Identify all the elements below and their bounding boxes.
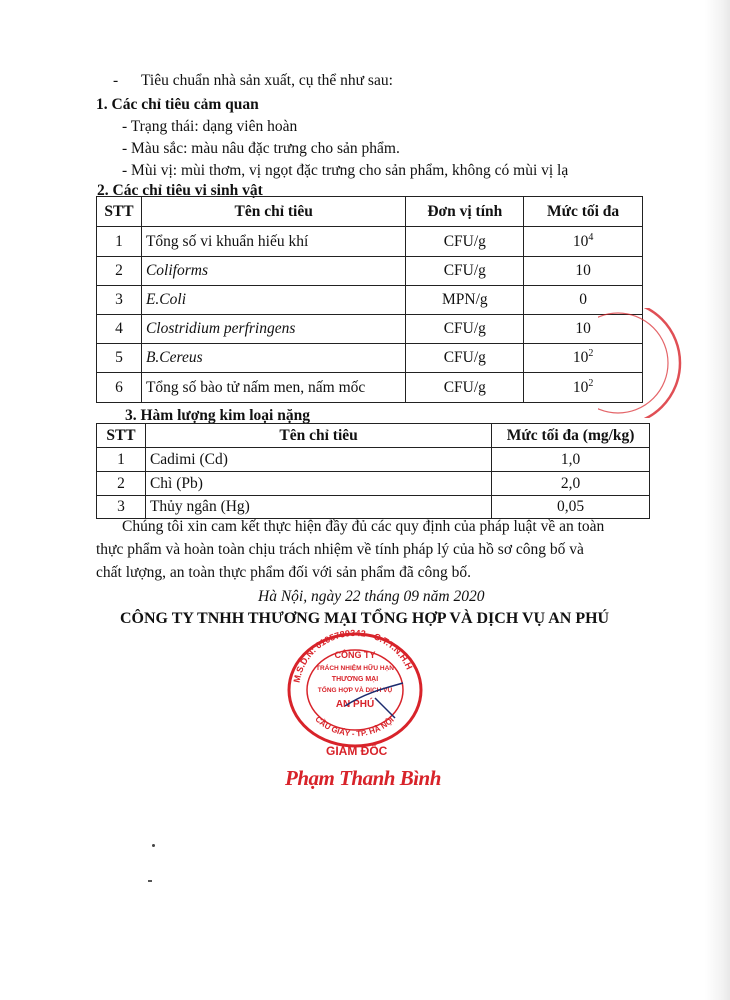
row-max: 1,0 xyxy=(492,448,650,472)
row-unit: CFU/g xyxy=(406,344,524,373)
commitment-line-2: thực phẩm và hoàn toàn chịu trách nhiệm về tính pháp lý của hồ sơ công bố và xyxy=(96,541,584,558)
stamp-line-2: TRÁCH NHIỆM HỮU HẠN xyxy=(316,665,394,672)
table-row xyxy=(97,227,643,257)
row-name: Cadimi (Cd) xyxy=(145,448,491,472)
header-name: Tên chỉ tiêu xyxy=(141,197,405,227)
table-row xyxy=(97,448,650,472)
stamp-line-3: THƯƠNG MẠI xyxy=(331,676,379,683)
row-name: E.Coli xyxy=(141,286,405,315)
signer-name: Phạm Thanh Bình xyxy=(285,766,441,790)
row-name: Tổng số vi khuẩn hiếu khí xyxy=(141,227,405,257)
stamp-partial-icon xyxy=(598,308,688,418)
row-stt: 3 xyxy=(97,286,142,315)
company-name: CÔNG TY TNHH THƯƠNG MẠI TỔNG HỢP VÀ DỊCH VỤ AN PHÚ xyxy=(120,610,610,627)
scan-dot xyxy=(148,880,152,882)
stamp-line-1: CÔNG TY xyxy=(334,650,376,660)
header-name: Tên chỉ tiêu xyxy=(145,424,491,448)
microbio-table xyxy=(96,196,643,403)
stamp-line-5: AN PHÚ xyxy=(335,699,375,710)
row-unit: CFU/g xyxy=(406,257,524,286)
commitment-line-3: chất lượng, an toàn thực phẩm đối với sản phẩm đã công bố. xyxy=(96,564,471,581)
row-max: 10 xyxy=(524,257,643,286)
header-unit: Đơn vị tính xyxy=(406,197,524,227)
section3-heading: 3. Hàm lượng kim loại nặng xyxy=(125,407,310,424)
table-row xyxy=(97,496,650,519)
scan-dot xyxy=(152,844,155,847)
row-stt: 2 xyxy=(97,472,146,496)
row-stt: 1 xyxy=(97,448,146,472)
row-stt: 6 xyxy=(97,373,142,403)
row-stt: 3 xyxy=(97,496,146,519)
table-header-row xyxy=(97,197,643,227)
stamp-ring-text: M.S.D.N: 0105789342 - C.T.T.N.H.H xyxy=(291,628,415,684)
row-name: Thủy ngân (Hg) xyxy=(145,496,491,519)
row-max: 2,0 xyxy=(492,472,650,496)
header-stt: STT xyxy=(97,424,146,448)
metals-table xyxy=(96,423,650,519)
svg-text:CẦU GIẤY - TP. HÀ NỘI xyxy=(313,715,395,739)
company-stamp-icon xyxy=(285,628,425,748)
header-max: Mức tối đa (mg/kg) xyxy=(492,424,650,448)
section1-heading: 1. Các chỉ tiêu cảm quan xyxy=(96,96,259,113)
commitment-line-1: Chúng tôi xin cam kết thực hiện đầy đủ các quy định của pháp luật về an toàn xyxy=(122,518,605,535)
table-row xyxy=(97,286,643,315)
row-max: $10^2$ xyxy=(524,373,643,403)
table-row xyxy=(97,344,643,373)
section2-heading: 2. Các chỉ tiêu vi sinh vật xyxy=(97,182,263,199)
row-unit: MPN/g xyxy=(406,286,524,315)
signer-title: GIÁM ĐỐC xyxy=(326,744,388,758)
stamp-bottom-text: CẦU GIẤY - TP. HÀ NỘI xyxy=(313,714,396,739)
row-stt: 1 xyxy=(97,227,142,257)
section1-item-1: - Trạng thái: dạng viên hoàn xyxy=(122,118,298,135)
section1-item-2: - Màu sắc: màu nâu đặc trưng cho sản phẩm. xyxy=(122,140,400,157)
table-header-row xyxy=(97,424,650,448)
table-row xyxy=(97,315,643,344)
row-name: Chì (Pb) xyxy=(145,472,491,496)
row-max: $10^2$ xyxy=(524,344,643,373)
row-stt: 5 xyxy=(97,344,142,373)
row-max: 0,05 xyxy=(492,496,650,519)
row-max: 0 xyxy=(524,286,643,315)
date-line: Hà Nội, ngày 22 tháng 09 năm 2020 xyxy=(258,588,485,605)
header-max: Mức tối đa xyxy=(524,197,643,227)
table-row xyxy=(97,472,650,496)
intro-bullet: - xyxy=(113,72,119,89)
row-max: 10 xyxy=(524,315,643,344)
row-name: Coliforms xyxy=(141,257,405,286)
scan-edge xyxy=(705,0,730,1000)
intro-text: Tiêu chuẩn nhà sản xuất, cụ thể như sau: xyxy=(141,72,393,89)
row-stt: 4 xyxy=(97,315,142,344)
row-name: Tổng số bào tử nấm men, nấm mốc xyxy=(141,373,405,403)
row-stt: 2 xyxy=(97,257,142,286)
row-unit: CFU/g xyxy=(406,373,524,403)
section1-item-3: - Mùi vị: mùi thơm, vị ngọt đặc trưng cho sản phẩm, không có mùi vị lạ xyxy=(122,162,569,179)
row-max: $10^4$ xyxy=(524,227,643,257)
row-unit: CFU/g xyxy=(406,227,524,257)
header-stt: STT xyxy=(97,197,142,227)
table-row xyxy=(97,373,643,403)
row-name: Clostridium perfringens xyxy=(141,315,405,344)
row-unit: CFU/g xyxy=(406,315,524,344)
row-name: B.Cereus xyxy=(141,344,405,373)
stamp-line-4: TỔNG HỢP VÀ DỊCH VỤ xyxy=(317,687,393,694)
table-row xyxy=(97,257,643,286)
